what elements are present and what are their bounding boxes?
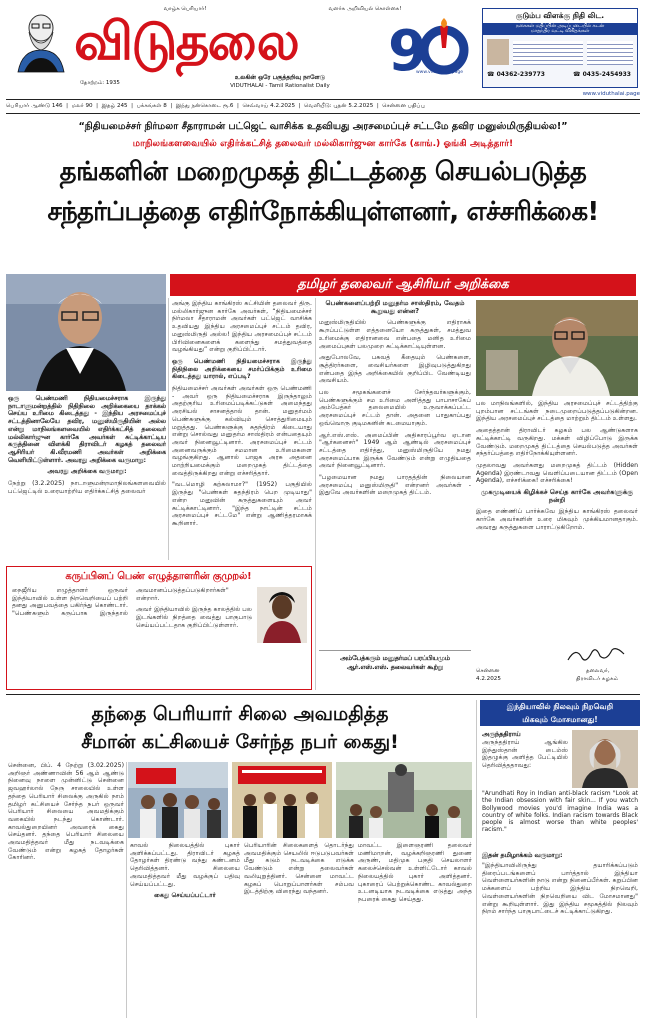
left-intro: ஒரு பெண்மணி நிதியமைச்சராக இருந்து நாடாளுமன்றத்தில் நிதிநிலை அறிக்கையை தாக்கல் செய்ய உரிமை கிடைத்தது - இந்திய அரசமைப்புச் சட்டத்தினாலேயே தவிர, மனுஸ்மிருதியின் அல்ல என்று மாநிலங்களவையில் எதிர்க்கட்சித் தலைவர் மல்லிகார்ஜுன கார்கே அவர்கள் சுட்டிக்காட்டிய கருத்தினை விளக்கி திராவிடர் கழகத் தலைவர் ஆசிரியர் கி.வீரமணி அவர்கள் அறிக்கை வெளியிட்டுள்ளார். அவரது அறிக்கை வருமாறு:: [8, 395, 166, 464]
women-para-1: நைஜீரிய எழுத்தாளர் ஒருவர் இந்தியாவில் உள்ள நிறவெறியைப் பற்றி தனது அனுபவத்தை பகிர்ந்து கொண்டார். "பெண்களும் கருப்பாக இருந்தால் அவமானப்படுத்தப்படுகிறார்கள்" என்றார்.: [12, 587, 229, 618]
bottom-col-1-text: சென்னை, பிப். 4 நேற்று (3.02.2025) அறிஞர் அண்ணாவின் 56 ஆம் ஆண்டு நினைவு நாளை முன்னிட்டு சென்னை ஜவஹர்லால் நேரு சாலையில் உள்ள தந்தை பெரியார் சிலைக்கு அருகில் நாம் தமிழர் கட்சியைச் சேர்ந்த நபர் ஒருவர் பெரியார் சிலையை அவமதிக்கும் வகையில் நடந்து கொண்டார். காவல்துறையினர் அவரைக் கைது செய்தனர். தந்தை பெரியார் சிலையை அவமதித்தவர் மீது நடவடிக்கை வேண்டும் என்று கழகத் தோழர்கள் கோரினர்.: [8, 762, 124, 862]
leader-photo: [6, 274, 166, 391]
anniversary-emblem: [388, 16, 472, 78]
dateline: பெரியார் ஆண்டு 146 | மலர் 90 | இதழ் 245 | பக்கங்கள் 8 | இந்து நன்கொடை ரூ.6 | செவ்வாய் 4.2.2025 | வெளியீடு: புதன் 5.2.2025 | சென்னை பதிப்பு: [6, 103, 425, 109]
kharge-photo: [476, 300, 638, 396]
sidebar-sub: இதன் தமிழாக்கம் வருமாறு:: [482, 852, 563, 859]
women-box-title: கருப்பினப் பெண் எழுத்தாளரின் குமுறல்!: [65, 571, 252, 582]
sidebar-lead: [482, 739, 568, 781]
ad-phone-1[interactable]: ☎ 04362-239773: [487, 71, 545, 78]
dateline-item: செவ்வாய் 4.2.2025: [242, 103, 296, 109]
ad-subtitle-2: மாதந்திர வட்டி விகிதங்கள்: [530, 29, 590, 34]
english-tagline: VIDUTHALAI - Tamil Rationalist Daily: [230, 83, 330, 89]
ambedkar-line-1: அம்பேத்கரும் மனுதர்மப் பரப்பியமும்: [340, 655, 450, 662]
right-para-2: அதுபோலவே, பகவத் கீதையும் பெண்களை, சூத்திரர்களை, வைசியர்களை இழிவுபடுத்துகிறது என்பதை இந்த அறிக்கையில் குறிப்பிட வேண்டியது அவசியம்.: [319, 354, 471, 385]
right-para-4: ஆர்.எஸ்.எஸ். அமைப்பின் அதிகாரப்பூர்வ ஏடான "ஆர்கனைசர்" 1949 ஆம் ஆண்டில் அரசமைப்புச் சட்டத்தை எதிர்த்து, மனுஸ்மிருதியே நமது அரசமைப்பாக இருக்க வேண்டும் என்று எழுதியதை அவர் நினைவூட்டினார்.: [319, 431, 471, 470]
ad-text-lines: [513, 41, 583, 65]
women-writer-box: [6, 566, 312, 690]
women-box-text: [12, 587, 252, 685]
right-center-column: [319, 300, 471, 645]
dateline-item: வெளியீடு: புதன் 5.2.2025: [304, 103, 374, 109]
left-section-label: அவரது அறிக்கை வருமாறு:: [47, 468, 127, 476]
ambedkar-box: [319, 650, 471, 680]
sidebar: [480, 700, 640, 1018]
women-para-2: அவர் இந்தியாவில் இருந்த காலத்தில் பல இடங்களில் நிறத்தை வைத்து பாகுபாடு செய்யப்பட்டதாக குறிப்பிட்டுள்ளார்.: [136, 606, 252, 629]
bottom-col-4: [358, 842, 472, 1018]
sidebar-quote: [482, 790, 638, 850]
dateline-item: இந்து நன்கொடை ரூ.6: [175, 103, 234, 109]
middle-column: [172, 300, 312, 562]
ad-box[interactable]: [482, 8, 638, 88]
sidebar-quote-text: "Arundhati Roy in Indian anti-black racism "Look at the Indian obsession with fair skin... If you watch Bollywood movies you'd imagine India was a country of white folks. Indian racism towards Black people is almost worse than white peoples' racism.": [482, 790, 638, 834]
story-divider: [6, 694, 640, 695]
dateline-item: சென்னை பதிப்பு: [382, 103, 425, 109]
bottom-col-2: [130, 842, 240, 1018]
headline-3: தந்தை பெரியார் சிலை அவமதித்த: [91, 703, 389, 725]
tagline: உலகின் ஒரே பகுத்தறிவு நாளேடு: [234, 74, 326, 81]
dateline-item: பக்கங்கள் 8: [136, 103, 167, 109]
left-column: [8, 395, 166, 565]
protest-photo-2: [232, 762, 332, 838]
ad-phone-2-text: 0435-2454933: [582, 71, 631, 78]
col-divider-2: [315, 298, 316, 690]
sidebar-body: [482, 862, 638, 1016]
svg-text:9: 9: [388, 19, 421, 78]
dateline-item: பெரியார் ஆண்டு 146: [6, 103, 63, 109]
strap-line: “நிதியமைச்சர் நிர்மலா சீதாராமன் பட்ஜெட் வாசிக்க உதவியது அரசமைப்புச் சட்டமே தவிர மனுஸ்மிருதியல்ல!”: [78, 121, 568, 132]
mid-para-2: நிதியமைச்சர் அவர்கள் அவர்கள் ஒரு பெண்மணி - அவர் ஒரு நிதியமைச்சராக இருந்தாலும் அதற்குரிய உரிமைப்படிக்கட்டுகள் அமைந்தது அரசியல் சாசனத்தால் தான். மனுதர்மம் பெண்களுக்கு கல்வியும் சொத்துரிமையும் மறுத்தது. பெண்களுக்கு சுதந்திரம் கிடையாது என்று சொல்வது மனுதர்ம சாஸ்திரம் என்பதையும் அவர் நினைவூட்டினார். அரசமைப்புச் சட்டம் அனைவருக்கும் சமமான உரிமைகளை வழங்குகிறது. ஆனால் பாஜக அரசு அதனை மாற்றியமைக்கும் மறைமுகத் திட்டத்தை வைத்திருக்கிறது என்று எச்சரித்தார்.: [172, 385, 312, 477]
periyar-illustration: [10, 12, 72, 74]
masthead-site[interactable]: www.viduthalai.page: [416, 70, 463, 75]
ad-text-lines-2: [587, 41, 633, 65]
ad-photos: [487, 39, 633, 69]
banner: தமிழர் தலைவர் ஆசிரியர் அறிக்கை: [170, 274, 636, 296]
dateline-top-rule: [6, 99, 640, 100]
bottom-col-2-text: காவல் நிலையத்தில் புகார் அளிக்கப்பட்டது. திராவிடர் கழகத் தோழர்கள் திரண்டு வந்து கண்டனம் தெரிவித்தனர். சிலையை அவமதித்தவர் மீது வழக்குப் பதிவு செய்யப்பட்டது.: [130, 842, 240, 888]
sign-date: 4.2.2025: [476, 676, 501, 682]
far-right-column: [476, 400, 638, 640]
signature-graphic: [566, 644, 626, 666]
far-subhead: முகமூடியைக் கிழிக்கச் செய்த கார்கே அவர்களுக்கு நன்றி: [481, 488, 633, 504]
right-para-1: மனுஸ்மிருதியில் பெண்களுக்கு எதிராகக் கூறப்பட்டுள்ள எத்தனையோ கருத்துகள், சமத்துவ உரிமைக்கு எதிரானவை என்பதை மனித உரிமை அமைப்புகள் பலமுறை சுட்டிக்காட்டியுள்ளன.: [319, 319, 471, 350]
sign-org: திராவிடர் கழகம்: [576, 676, 619, 682]
far-para-2: அதைத்தான் திராவிடர் கழகம் பல ஆண்டுகளாக சுட்டிக்காட்டி வருகிறது. மக்கள் விழிப்போடு இருக்க வேண்டும். மறைமுகத் திட்டத்தை செயல்படுத்த அவர்கள் சந்தர்ப்பத்தை எதிர்நோக்கியுள்ளனர்.: [476, 427, 638, 458]
bottom-col-4-text: மாவட்ட இளைஞரணி தலைவர் மணிமாறன், வழக்கறிஞரணி துணை அருண், மதிமுக பகுதி செயலாளர் கலைச்செல்வன் உள்ளிட்டோர் காவல் நிலையத்தில் புகார் அளித்தனர். புகாரைப் பெற்றுக்கொண்ட காவல்துறை உடனடியாக நடவடிக்கை எடுத்து அந்த நபரைக் கைது செய்தது.: [358, 842, 472, 903]
founded-year: தோற்றம்: 1935: [80, 80, 120, 86]
sidebar-body-text: "இந்தியாவிலிருந்து தயாரிக்கப்படும் திரைப்படங்களைப் பார்த்தால் இந்தியா வெள்ளையர்களின் நாடு என்று நினைப்பீர்கள். கறுப்பின மக்களைப் பற்றிய இந்திய நிறவெறி, வெள்ளையர்களின் நிறவெறியை விட மோசமானது" என்று கூறியுள்ளார். இது இந்திய சமூகத்தில் நிலவும் நிறம் சார்ந்த பாகுபாட்டைச் சுட்டிக்காட்டுகிறது.: [482, 862, 638, 916]
sign-role: தலைவர்,: [586, 668, 610, 674]
bottom-col-2-sub: கைது செய்யப்பட்டார்: [154, 892, 216, 900]
headline-4: சீமான் கட்சியைச் சேர்ந்த நபர் கைது!: [81, 731, 399, 753]
bottom-divider-1: [126, 762, 127, 1018]
protest-photo-1: [128, 762, 228, 838]
headline-line-2: சந்தர்ப்பத்தை எதிர்நோக்கியுள்ளனர், எச்சரிக்கை!: [47, 197, 599, 227]
ad-photo-1: [487, 39, 509, 65]
sidebar-title-2: மிகவும் மோசமானது!: [522, 715, 598, 724]
mid-question: ஒரு பெண்மணி நிதியமைச்சராக இருந்து நிதிநிலை அறிக்கையை சமர்ப்பிக்கும் உரிமை கிடைத்தது யாரால், எப்படி?: [172, 357, 312, 381]
ambedkar-line-2: ஆர்.எஸ்.எஸ். தலைவர்கள் கூற்று: [346, 664, 444, 671]
sidebar-author: அருந்ததிராய்: [482, 730, 521, 738]
mid-para-1: அங்கு இந்திய காங்கிரஸ் கட்சியின் தலைவர் திரு. மல்லிகார்ஜுன கார்கே அவர்கள், “நிதியமைச்சர் நிர்மலா சீதாராமன் அவர்கள் பட்ஜெட் வாசிக்க உதவியது இந்திய அரசமைப்புச் சட்டம் தவிர, மனுஸ்மிருதி அல்ல! இந்திய அரசமைப்புச் சட்டம் பிரிவினைகளைக் களைந்து சமத்துவத்தை வழங்கியது” என்று குறிப்பிட்டார்.: [172, 300, 312, 354]
dateline-bottom-rule: [6, 113, 640, 114]
headline-line-1: தங்களின் மறைமுகத் திட்டத்தை செயல்படுத்த: [59, 157, 587, 187]
women-writer-photo: [257, 587, 307, 643]
dateline-item: இதழ் 245: [101, 103, 128, 109]
roy-photo: [572, 730, 638, 788]
sign-place: சென்னை: [476, 668, 500, 674]
subhead: மாநிலங்களவையில் எதிர்க்கட்சித் தலைவர் மல்லிகார்ஜுன கார்கே (காங்.) ஓங்கி அடித்தார்!: [132, 138, 514, 149]
dateline-item: மலர் 90: [71, 103, 93, 109]
ad-phone-2[interactable]: ☎ 0435-2454933: [573, 71, 631, 78]
sidebar-title: [480, 700, 640, 726]
bottom-col-3: [244, 842, 354, 1018]
signature-block: [476, 642, 638, 690]
ad-title: குடும்ப விளக்கு நிதி லிட.: [483, 9, 637, 23]
far-para-1: பல மாநிலங்களில், இந்திய அரசமைப்புச் சட்டத்திற்கு புறம்பான சட்டங்கள் நடைமுறைப்படுத்தப்படுகின்றன. இந்திய அரசமைப்புச் சட்டத்தை மாற்றும் திட்டம் உள்ளது.: [476, 400, 638, 423]
sidebar-lead-text: அருந்ததிராய் ஆங்கில இந்துஸ்தான் டைம்ஸ் இதழுக்கு அளித்த பேட்டியில் தெரிவித்ததாவது:: [482, 739, 568, 770]
right-question: பெண்களைப்பற்றி மனுதர்ம சாஸ்திரம், வேதம் கூறுவது என்ன?: [325, 300, 465, 315]
masthead-title: விடுதலை: [74, 12, 298, 72]
right-caption: வளர்க அறிவியல் கொள்கை!: [328, 6, 402, 12]
ad-subtitle-1: நகைகள் மதிப்பின் அடிப்படையில் கடன்: [515, 24, 605, 29]
col-divider-1: [168, 298, 169, 560]
left-para: நேற்று (3.2.2025) நாடாளுமன்றமாநிலங்களவையில் பட்ஜெட்டில் உரையாற்றிய எதிர்க்கட்சித் தலைவர்: [8, 480, 166, 495]
protest-photo-3: [336, 762, 472, 838]
sidebar-divider: [476, 700, 477, 1018]
right-para-3: பல சமூகங்களைச் சேர்ந்தவர்களுக்கும், பெண்களுக்கும் சம உரிமை அளித்தது பாபாசாகேப் அம்பேத்கர் தலைமையில் உருவாக்கப்பட்ட அரசமைப்புச் சட்டம் தான். அதனை பாதுகாப்பது ஒவ்வொரு குடிமகனின் கடமையாகும்.: [319, 389, 471, 427]
sidebar-title-1: இந்தியாவில் நிலவும் நிறவெறி: [506, 702, 614, 711]
ad-phone-1-text: 04362-239773: [496, 71, 545, 78]
site-url[interactable]: www.viduthalai.page: [582, 91, 640, 97]
right-para-5: "பழமையான நமது பாரதத்தின் நிலையான அரசமைப்பு மனுஸ்மிருதி" என்றனர் அவர்கள் - இதுவே அவர்களின் மறைமுகத் திட்டம்.: [319, 474, 471, 497]
left-caption: வாழ்க பெரியார்!: [163, 6, 207, 12]
bottom-col-1: [8, 762, 124, 1018]
far-para-4: இதை எண்ணிப் பார்க்கவே இந்திய காங்கிரஸ் தலைவர் கார்கே அவர்களின் உரை மிகவும் முக்கியமானதாகும். அவரது கருத்துகளை பாராட்டுகிறோம்.: [476, 508, 638, 531]
bottom-col-3-text: பெரியாரின் சிலைகளைத் தொடர்ந்து அவமதிக்கும் செயலில் ஈடுபடுபவர்கள் மீது கடும் நடவடிக்கை எடுக்க வேண்டும் என்று தலைவர்கள் வலியுறுத்தினர். சென்னை மாவட்ட கழகப் பொறுப்பாளர்கள் சம்பவ இடத்திற்கு விரைந்து வந்தனர்.: [244, 842, 354, 896]
far-para-3: முதலாவது அவர்களது மறைமுகத் திட்டம் (Hidden Agenda) இரண்டாவது வெளிப்படையான திட்டம் (Open Agenda), எச்சரிக்கை! எச்சரிக்கை!: [476, 461, 638, 485]
mid-para-3: "வடமொழி கற்கலாமா?" (1952) பகுதியில் இருந்து "பெண்கள் சுதந்திரம் பெற முடியாது" என்ற மனுவின் கருத்துகளையும் அவர் சுட்டிக்காட்டினார். "இந்த நாட்டின் சட்டம் அரசமைப்புச் சட்டமே" என்று ஆணித்தரமாகக் கூறினார்.: [172, 481, 312, 527]
